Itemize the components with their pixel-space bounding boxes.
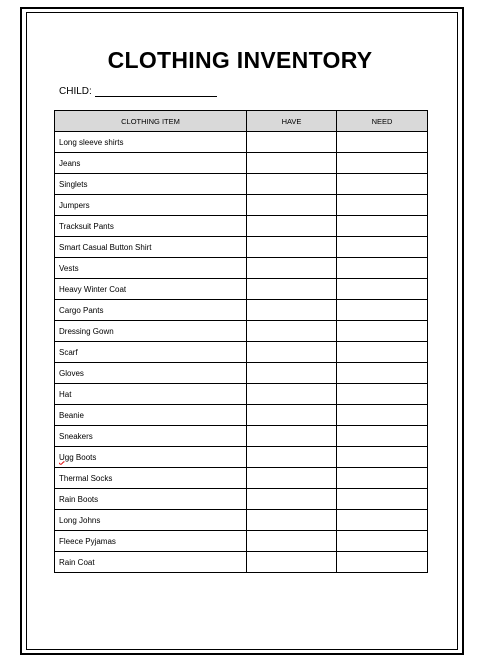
table-row (55, 426, 428, 447)
cell-clothing-item (55, 489, 247, 510)
cell-have[interactable] (247, 384, 337, 405)
clothing-item-label: Long sleeve shirts (59, 137, 124, 147)
cell-need[interactable] (337, 342, 428, 363)
inventory-table (54, 110, 428, 573)
clothing-item-label: Singlets (59, 179, 88, 189)
table-row (55, 216, 428, 237)
cell-need[interactable] (337, 300, 428, 321)
cell-clothing-item (55, 510, 247, 531)
cell-need[interactable] (337, 468, 428, 489)
clothing-item-label: Heavy Winter Coat (59, 284, 127, 294)
table-row (55, 384, 428, 405)
header-need: NEED (337, 111, 428, 132)
clothing-item-label: Smart Casual Button Shirt (59, 242, 152, 252)
cell-have[interactable] (247, 510, 337, 531)
cell-have[interactable] (247, 552, 337, 573)
cell-have[interactable] (247, 447, 337, 468)
cell-have[interactable] (247, 426, 337, 447)
cell-clothing-item (55, 552, 247, 573)
clothing-item-label: Dressing Gown (59, 326, 114, 336)
cell-clothing-item (55, 405, 247, 426)
table-row (55, 258, 428, 279)
child-name-field (59, 86, 217, 97)
clothing-item-label: Rain Boots (59, 494, 99, 504)
clothing-item-label: Sneakers (59, 431, 93, 441)
clothing-item-label: Thermal Socks (59, 473, 113, 483)
cell-need[interactable] (337, 531, 428, 552)
table-row (55, 321, 428, 342)
clothing-item-label: Jeans (59, 158, 81, 168)
cell-need[interactable] (337, 405, 428, 426)
cell-have[interactable] (247, 195, 337, 216)
cell-have[interactable] (247, 216, 337, 237)
cell-have[interactable] (247, 174, 337, 195)
cell-clothing-item (55, 216, 247, 237)
child-name-line[interactable] (95, 86, 217, 97)
clothing-item-label: Tracksuit Pants (59, 221, 114, 231)
cell-have[interactable] (247, 258, 337, 279)
table-row (55, 195, 428, 216)
table-row (55, 531, 428, 552)
cell-need[interactable] (337, 426, 428, 447)
cell-need[interactable] (337, 153, 428, 174)
clothing-item-label: Rain Coat (59, 557, 95, 567)
table-row (55, 405, 428, 426)
table-row (55, 300, 428, 321)
table-row (55, 552, 428, 573)
cell-clothing-item (55, 279, 247, 300)
clothing-item-label: Long Johns (59, 515, 101, 525)
clothing-item-label: Ugg Boots (59, 452, 97, 462)
header-clothing-item: CLOTHING ITEM (55, 111, 247, 132)
clothing-item-label: Beanie (59, 410, 84, 420)
cell-clothing-item (55, 363, 247, 384)
cell-clothing-item (55, 447, 247, 468)
clothing-item-label: Gloves (59, 368, 84, 378)
cell-need[interactable] (337, 510, 428, 531)
child-label: CHILD: (59, 86, 92, 97)
cell-clothing-item (55, 153, 247, 174)
clothing-item-label: Fleece Pyjamas (59, 536, 116, 546)
cell-clothing-item (55, 258, 247, 279)
clothing-item-label: Scarf (59, 347, 78, 357)
cell-need[interactable] (337, 132, 428, 153)
table-row (55, 153, 428, 174)
cell-clothing-item (55, 384, 247, 405)
cell-have[interactable] (247, 489, 337, 510)
clothing-item-label: Cargo Pants (59, 305, 104, 315)
cell-clothing-item (55, 237, 247, 258)
cell-have[interactable] (247, 342, 337, 363)
cell-clothing-item (55, 342, 247, 363)
cell-have[interactable] (247, 300, 337, 321)
table-row (55, 489, 428, 510)
table-row (55, 468, 428, 489)
table-row (55, 447, 428, 468)
cell-have[interactable] (247, 237, 337, 258)
cell-need[interactable] (337, 384, 428, 405)
cell-need[interactable] (337, 279, 428, 300)
cell-clothing-item (55, 174, 247, 195)
table-row (55, 237, 428, 258)
cell-have[interactable] (247, 468, 337, 489)
table-body (55, 132, 428, 573)
cell-need[interactable] (337, 321, 428, 342)
cell-clothing-item (55, 468, 247, 489)
clothing-item-label: Vests (59, 263, 79, 273)
cell-have[interactable] (247, 132, 337, 153)
table-row (55, 174, 428, 195)
table-row (55, 132, 428, 153)
cell-need[interactable] (337, 489, 428, 510)
cell-need[interactable] (337, 174, 428, 195)
cell-have[interactable] (247, 363, 337, 384)
cell-need[interactable] (337, 363, 428, 384)
cell-have[interactable] (247, 405, 337, 426)
cell-clothing-item (55, 132, 247, 153)
cell-need[interactable] (337, 237, 428, 258)
table-row (55, 363, 428, 384)
cell-need[interactable] (337, 195, 428, 216)
clothing-item-label: Jumpers (59, 200, 90, 210)
table-row (55, 279, 428, 300)
cell-have[interactable] (247, 279, 337, 300)
page-title: CLOTHING INVENTORY (107, 47, 373, 73)
cell-need[interactable] (337, 447, 428, 468)
cell-clothing-item (55, 300, 247, 321)
table-header-row (55, 111, 428, 132)
cell-have[interactable] (247, 153, 337, 174)
cell-need[interactable] (337, 258, 428, 279)
table-row (55, 342, 428, 363)
cell-clothing-item (55, 531, 247, 552)
cell-need[interactable] (337, 552, 428, 573)
clothing-item-label: Hat (59, 389, 72, 399)
cell-clothing-item (55, 195, 247, 216)
cell-need[interactable] (337, 216, 428, 237)
table-row (55, 510, 428, 531)
cell-clothing-item (55, 321, 247, 342)
cell-have[interactable] (247, 531, 337, 552)
cell-clothing-item (55, 426, 247, 447)
header-have: HAVE (247, 111, 337, 132)
cell-have[interactable] (247, 321, 337, 342)
